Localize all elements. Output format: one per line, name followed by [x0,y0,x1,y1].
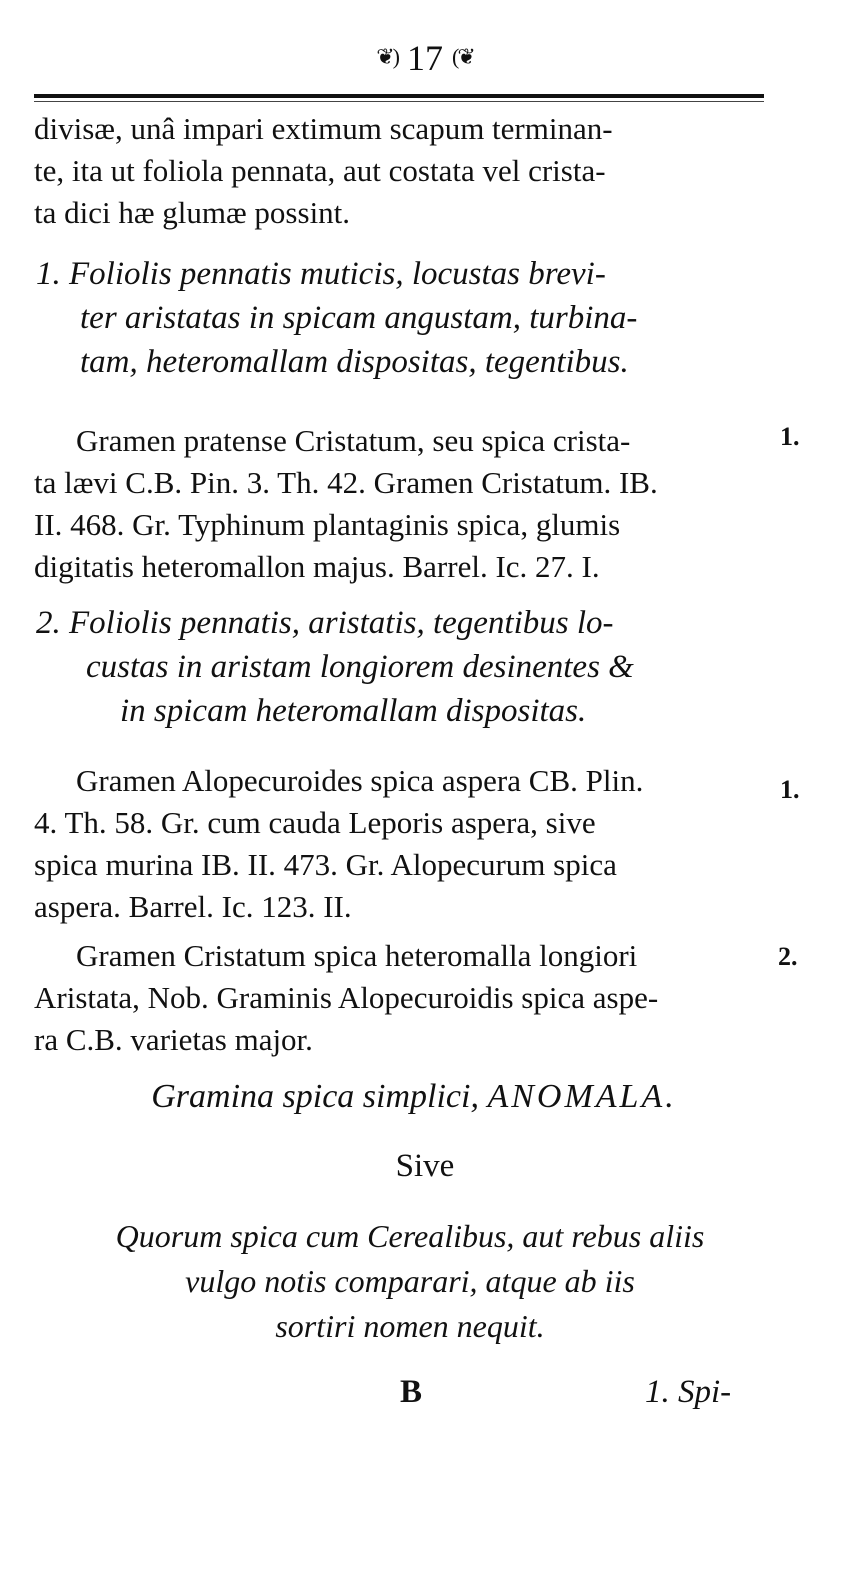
text-line: ta dici hæ glumæ possint. [34,195,351,230]
ornament-left: ❦) [376,44,398,69]
ornament-right: (❦ [452,44,474,69]
section-title-text: Gramina spica simplici, [151,1078,479,1115]
text-line: vulgo notis comparari, atque ab iis [185,1263,635,1299]
species-heading-1 [36,252,776,384]
text-line: II. 468. Gr. Typhinum plantaginis spica, glumis [34,507,621,542]
synonym-paragraph-3 [34,935,774,1061]
text-line: Gramen Cristatum spica heteromalla longiori [76,938,638,973]
text-line: Aristata, Nob. Graminis Alopecuroidis spica aspe- [34,980,659,1015]
text-line: ta lævi C.B. Pin. 3. Th. 42. Gramen Cristatum. IB. [34,465,658,500]
text-line: 4. Th. 58. Gr. cum cauda Leporis aspera, sive [34,805,596,840]
text-line: ra C.B. varietas major. [34,1022,313,1057]
intro-paragraph [34,108,774,234]
text-line: digitatis heteromallon majus. Barrel. Ic. 27. I. [34,549,600,584]
section-title [34,1078,794,1116]
margin-number: 1. [780,422,800,451]
text-line: Gramen Alopecuroides spica aspera CB. Plin. [76,763,644,798]
text-line: Quorum spica cum Cerealibus, aut rebus aliis [115,1218,705,1254]
section-title-caps: ANOMALA. [487,1078,677,1115]
page-number: 17 [407,38,443,78]
section-sive: Sive [395,1148,455,1184]
signature-mark: B [400,1374,423,1410]
text-line: in spicam heteromallam dispositas. [120,693,587,729]
text-line: te, ita ut foliola pennata, aut costata vel crista- [34,153,606,188]
text-line: Gramen pratense Cristatum, seu spica crista- [76,423,631,458]
margin-number: 1. [780,775,800,804]
catchword: 1. Spi- [645,1374,732,1410]
text-line: spica murina IB. II. 473. Gr. Alopecurum spica [34,847,617,882]
synonym-paragraph-1 [34,420,774,588]
species-heading-2 [36,601,776,733]
synonym-paragraph-2 [34,760,774,928]
text-line: aspera. Barrel. Ic. 123. II. [34,889,352,924]
text-line: divisæ, unâ impari extimum scapum terminan- [34,111,613,146]
text-line: 2. Foliolis pennatis, aristatis, tegentibus lo- [36,605,614,641]
text-line: custas in aristam longiorem desinentes & [86,649,634,685]
running-header [0,40,850,76]
header-rule [34,94,764,98]
text-line: tam, heteromallam dispositas, tegentibus. [80,344,629,380]
text-line: 1. Foliolis pennatis muticis, locustas brevi- [36,256,606,292]
header-rule-thin [34,101,764,102]
section-subtitle [30,1214,790,1349]
text-line: ter aristatas in spicam angustam, turbina- [80,300,638,336]
text-line: sortiri nomen nequit. [275,1308,545,1344]
margin-number: 2. [778,942,798,971]
